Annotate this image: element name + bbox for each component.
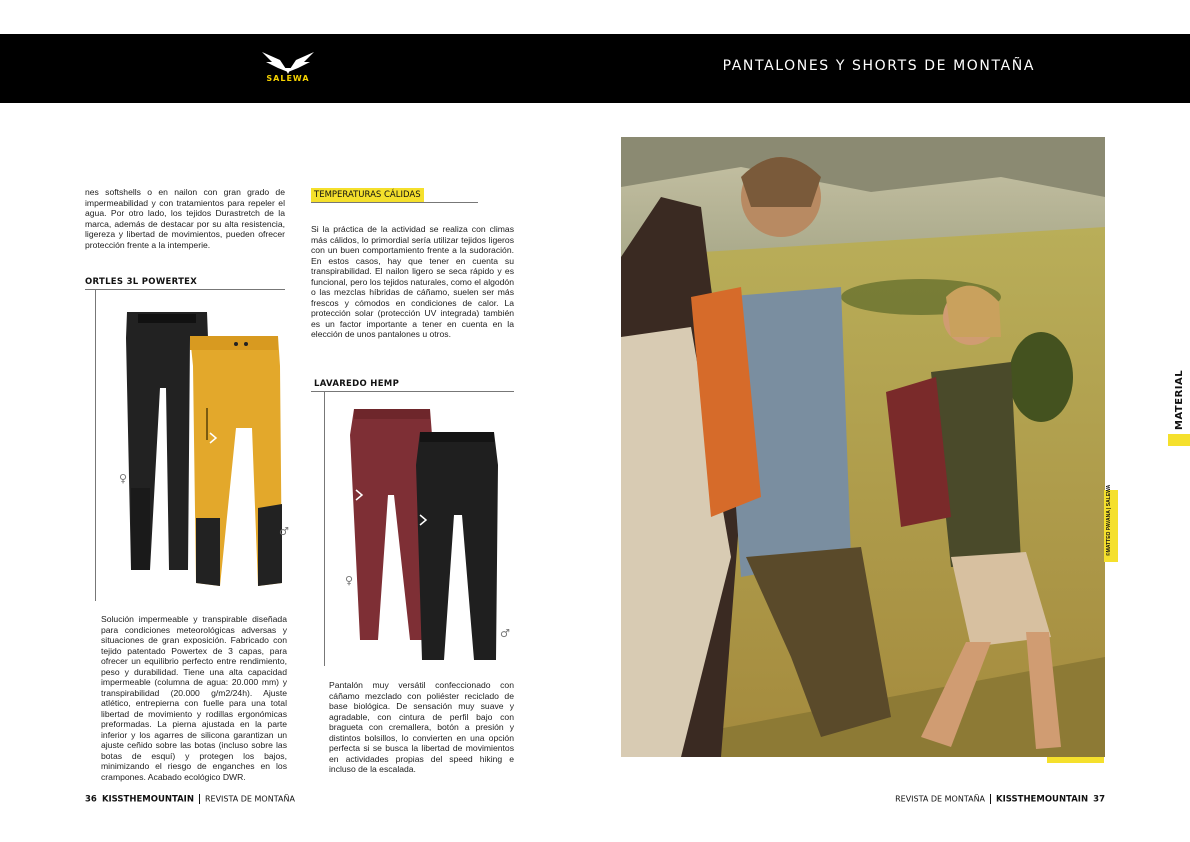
- photo-credit: [1104, 484, 1118, 562]
- page-number: 37: [1093, 794, 1105, 805]
- hikers-photo: [621, 137, 1105, 757]
- brand-logo: [258, 50, 318, 90]
- heading-rule: [85, 289, 285, 290]
- section-title: PANTALONES Y SHORTS DE MONTAÑA: [722, 58, 1035, 74]
- lavaredo-pants-image: [348, 405, 508, 665]
- side-accent-bar: [1168, 434, 1190, 446]
- magazine-name: KISSTHEMOUNTAIN: [996, 794, 1089, 805]
- page-number: 36: [85, 794, 97, 805]
- magazine-name: KISSTHEMOUNTAIN: [101, 794, 194, 805]
- column-rule: [324, 391, 325, 666]
- male-icon: ♂: [500, 627, 510, 640]
- lavaredo-description: Pantalón muy versátil confeccionado con cáñamo mezclado con poliéster reciclado de base biológica. De sensación muy suave y agradable, con cintura de perfil bajo con bragueta con cremallera, botón a presión y distintos bolsillos, lo convierten en una opción perfecta si se busca la libertad de movimientos en actividades propias del speed hiking e incluso de la escalada.: [329, 680, 514, 774]
- footer-left: [85, 794, 295, 805]
- brand-name: SALEWA: [266, 74, 310, 83]
- female-icon: ♀: [345, 574, 354, 587]
- photo-accent-bar: [1047, 757, 1104, 763]
- photo-credit-text: ©MATTEO PAVANA | SALEWA: [1106, 484, 1112, 556]
- column-rule: [95, 289, 96, 601]
- side-label-text: MATERIAL: [1174, 369, 1185, 430]
- hiking-scene-image: [621, 137, 1105, 757]
- male-icon: ♂: [279, 525, 289, 538]
- heading-rule: [311, 391, 514, 392]
- footer-right: [895, 794, 1105, 805]
- magazine-subtitle: REVISTA DE MONTAÑA: [895, 794, 986, 804]
- product-heading-ortles: ORTLES 3L POWERTEX: [85, 277, 198, 287]
- highlight-rule: [311, 202, 478, 203]
- female-icon: ♀: [119, 472, 128, 485]
- warm-temperatures-paragraph: Si la práctica de la actividad se realiza con climas más cálidos, lo primordial sería utilizar tejidos ligeros con un buen comportamiento frente a la sudoración. En estos casos, hay que tener en cuenta su transpirabilidad. El nailon ligero se seca rápido y es funcional, pero los tejidos naturales, como el algodón o las mezclas híbridas de cáñamo, suelen ser más frescos y cómodos en condiciones de calor. La protección solar (protección UV integrada) también es un factor importante a tener en cuenta en la elección de unos pantalones u otros.: [311, 224, 514, 339]
- product-heading-lavaredo: LAVAREDO HEMP: [314, 379, 400, 389]
- ortles-description: Solución impermeable y transpirable diseñada para condiciones meteorológicas adversas y situaciones de gran exposición. Fabricado con tejido patentado Powertex de 3 capas, para ofrecer un equilibrio perfecto entre rendimiento, peso y durabilidad. Tiene una alta capacidad impermeable (columna de agua: 20.000 mm) y transpirabilidad (20.000 g/m2/24h). Ajuste atlético, entrepierna con fuelle para una total libertad de movimiento y rodillas ergonómicas preformadas. La pierna ajustada en la parte inferior y los agarres de silicona garantizan un ajuste ceñido sobre las botas (incluso sobre las botas de esquí) y protegen los bajos, minimizando el riesgo de enganches en los crampones. Acabado ecológico DWR.: [101, 614, 287, 782]
- intro-paragraph: nes softshells o en nailon con gran grado de impermeabilidad y con tratamientos para repeler el agua. Por otro lado, los tejidos Durastretch de la marca, además de destacar por su alta resistencia, ligereza y libertad de movimientos, pueden ofrecer protección frente a la intemperie.: [85, 187, 285, 250]
- ortles-pants-image: [120, 308, 290, 593]
- salewa-eagle-icon: [258, 50, 318, 76]
- highlight-heading: TEMPERATURAS CÁLIDAS: [311, 188, 424, 202]
- magazine-subtitle: REVISTA DE MONTAÑA: [204, 794, 295, 804]
